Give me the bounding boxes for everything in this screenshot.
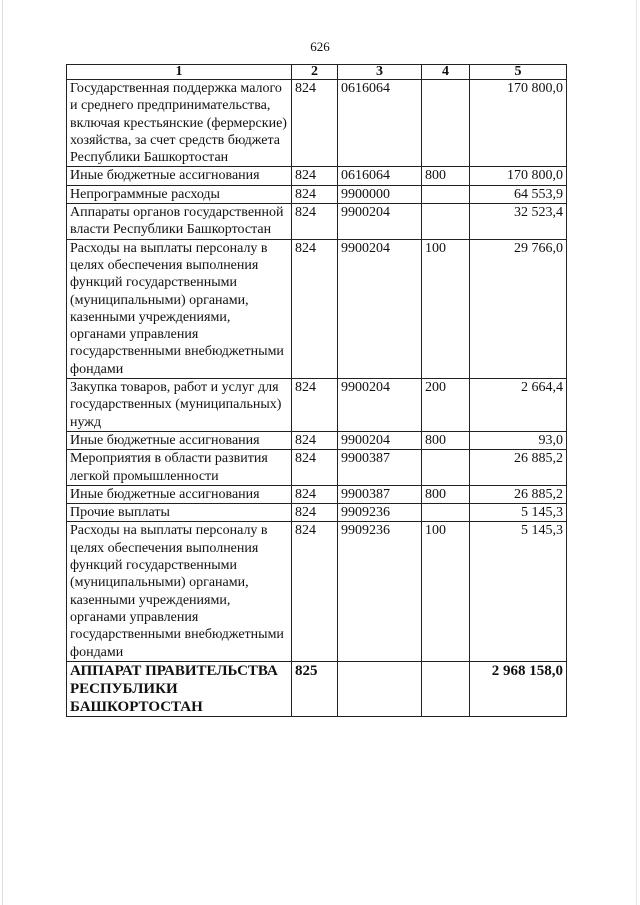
cell-code: 824 bbox=[292, 167, 338, 185]
cell-code: 824 bbox=[292, 80, 338, 167]
header-row bbox=[67, 65, 567, 80]
budget-table bbox=[66, 64, 567, 717]
total-code: 825 bbox=[292, 661, 338, 716]
header-cell-4: 4 bbox=[422, 65, 470, 80]
cell-name: Расходы на выплаты персоналу в целях обеспечения выполнения функций государственными (муниципальными) органами, казенными учреждениями, органами управления государственными внебюджетными фондами bbox=[67, 239, 292, 378]
cell-code: 824 bbox=[292, 379, 338, 432]
cell-type: 800 bbox=[422, 167, 470, 185]
total-amount: 2 968 158,0 bbox=[470, 661, 567, 716]
cell-code: 824 bbox=[292, 431, 338, 449]
cell-article: 0616064 bbox=[338, 80, 422, 167]
table-row bbox=[67, 167, 567, 185]
table-row bbox=[67, 431, 567, 449]
cell-type bbox=[422, 504, 470, 522]
cell-code: 824 bbox=[292, 485, 338, 503]
cell-article: 9900204 bbox=[338, 379, 422, 432]
header-cell-2: 2 bbox=[292, 65, 338, 80]
table-row bbox=[67, 379, 567, 432]
cell-type: 100 bbox=[422, 239, 470, 378]
cell-name: Государственная поддержка малого и среднего предпринимательства, включая крестьянские (фермерские) хозяйства, за счет средств бюджета Республики Башкортостан bbox=[67, 80, 292, 167]
cell-amount: 5 145,3 bbox=[470, 522, 567, 661]
cell-name: Непрограммные расходы bbox=[67, 185, 292, 203]
cell-type: 800 bbox=[422, 485, 470, 503]
table-row bbox=[67, 450, 567, 486]
cell-amount: 32 523,4 bbox=[470, 204, 567, 240]
cell-name: Иные бюджетные ассигнования bbox=[67, 167, 292, 185]
cell-name: Иные бюджетные ассигнования bbox=[67, 431, 292, 449]
cell-name: Иные бюджетные ассигнования bbox=[67, 485, 292, 503]
cell-article: 9900204 bbox=[338, 431, 422, 449]
cell-amount: 26 885,2 bbox=[470, 485, 567, 503]
table-row bbox=[67, 522, 567, 661]
cell-article: 9900387 bbox=[338, 485, 422, 503]
cell-article: 9909236 bbox=[338, 504, 422, 522]
cell-article: 0616064 bbox=[338, 167, 422, 185]
total-name: АППАРАТ ПРАВИТЕЛЬСТВА РЕСПУБЛИКИ БАШКОРТОСТАН bbox=[67, 661, 292, 716]
cell-type: 100 bbox=[422, 522, 470, 661]
cell-type: 800 bbox=[422, 431, 470, 449]
cell-name: Закупка товаров, работ и услуг для государственных (муниципальных) нужд bbox=[67, 379, 292, 432]
cell-type bbox=[422, 450, 470, 486]
table-row bbox=[67, 485, 567, 503]
header-cell-1: 1 bbox=[67, 65, 292, 80]
cell-name: Расходы на выплаты персоналу в целях обеспечения выполнения функций государственными (муниципальными) органами, казенными учреждениями, органами управления государственными внебюджетными фондами bbox=[67, 522, 292, 661]
total-row bbox=[67, 661, 567, 716]
page-number: 626 bbox=[310, 39, 330, 54]
header-cell-3: 3 bbox=[338, 65, 422, 80]
scan-edge-left bbox=[2, 0, 3, 905]
total-type bbox=[422, 661, 470, 716]
cell-amount: 170 800,0 bbox=[470, 167, 567, 185]
scan-edge-right bbox=[636, 0, 637, 905]
cell-article: 9900204 bbox=[338, 204, 422, 240]
cell-name: Аппараты органов государственной власти Республики Башкортостан bbox=[67, 204, 292, 240]
cell-article: 9909236 bbox=[338, 522, 422, 661]
cell-code: 824 bbox=[292, 450, 338, 486]
table-body bbox=[67, 80, 567, 662]
cell-amount: 2 664,4 bbox=[470, 379, 567, 432]
cell-article: 9900204 bbox=[338, 239, 422, 378]
cell-code: 824 bbox=[292, 204, 338, 240]
cell-name: Прочие выплаты bbox=[67, 504, 292, 522]
cell-type bbox=[422, 204, 470, 240]
cell-code: 824 bbox=[292, 185, 338, 203]
cell-amount: 5 145,3 bbox=[470, 504, 567, 522]
header-cell-5: 5 bbox=[470, 65, 567, 80]
cell-amount: 26 885,2 bbox=[470, 450, 567, 486]
table-row bbox=[67, 204, 567, 240]
cell-amount: 64 553,9 bbox=[470, 185, 567, 203]
cell-code: 824 bbox=[292, 239, 338, 378]
cell-amount: 93,0 bbox=[470, 431, 567, 449]
table-row bbox=[67, 504, 567, 522]
table-row bbox=[67, 239, 567, 378]
cell-article: 9900000 bbox=[338, 185, 422, 203]
cell-type: 200 bbox=[422, 379, 470, 432]
cell-article: 9900387 bbox=[338, 450, 422, 486]
cell-amount: 170 800,0 bbox=[470, 80, 567, 167]
total-article bbox=[338, 661, 422, 716]
cell-code: 824 bbox=[292, 504, 338, 522]
table-row bbox=[67, 185, 567, 203]
cell-type bbox=[422, 80, 470, 167]
cell-amount: 29 766,0 bbox=[470, 239, 567, 378]
cell-code: 824 bbox=[292, 522, 338, 661]
table-row bbox=[67, 80, 567, 167]
cell-type bbox=[422, 185, 470, 203]
cell-name: Мероприятия в области развития легкой промышленности bbox=[67, 450, 292, 486]
